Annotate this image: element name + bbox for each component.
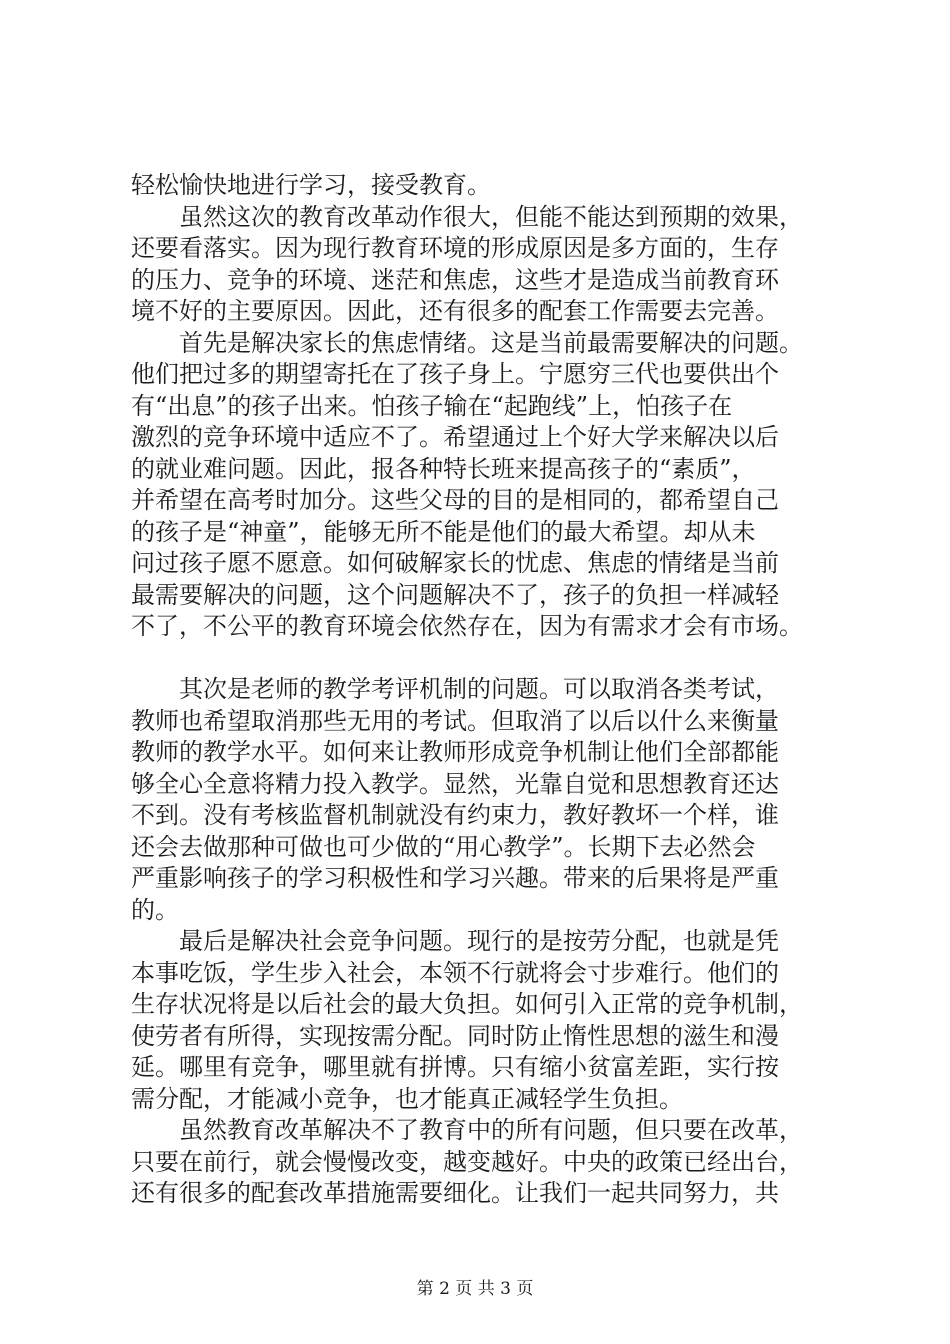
text-line: 严重影响孩子的学习积极性和学习兴趣。带来的后果将是严重 — [131, 864, 779, 892]
text-line: 需分配，才能减小竞争，也才能真正减轻学生负担。 — [131, 1084, 683, 1113]
text-line: 的。 — [131, 895, 179, 924]
text-line: 的就业难问题。因此，报各种特长班来提高孩子的“素质”， — [131, 454, 756, 483]
text-line: 最需要解决的问题，这个问题解决不了，孩子的负担一样减轻 — [131, 580, 779, 609]
text-line: 其次是老师的教学考评机制的问题。可以取消各类考试， — [131, 675, 779, 703]
text-line: 延。哪里有竞争，哪里就有拼博。只有缩小贫富差距，实行按 — [131, 1053, 779, 1081]
text-line: 使劳者有所得，实现按需分配。同时防止惰性思想的滋生和漫 — [131, 1021, 779, 1050]
text-line: 不到。没有考核监督机制就没有约束力，教好教坏一个样，谁 — [131, 801, 779, 829]
text-line: 还会去做那种可做也可少做的“用心教学”。长期下去必然会 — [131, 832, 756, 861]
text-line: 并希望在高考时加分。这些父母的目的是相同的，都希望自己 — [131, 486, 779, 514]
text-line: 只要在前行，就会慢慢改变，越变越好。中央的政策已经出台， — [131, 1147, 803, 1176]
text-line: 激烈的竞争环境中适应不了。希望通过上个好大学来解决以后 — [131, 423, 779, 451]
text-line: 生存状况将是以后社会的最大负担。如何引入正常的竞争机制， — [131, 990, 803, 1018]
text-line: 轻松愉快地进行学习，接受教育。 — [131, 171, 491, 199]
text-line: 本事吃饭，学生步入社会，本领不行就将会寸步难行。他们的 — [131, 958, 779, 987]
text-line: 的压力、竞争的环境、迷茫和焦虑，这些才是造成当前教育环 — [131, 265, 779, 294]
text-line: 够全心全意将精力投入教学。显然，光靠自觉和思想教育还达 — [131, 769, 779, 798]
text-line: 虽然教育改革解决不了教育中的所有问题，但只要在改革， — [131, 1116, 803, 1144]
text-line: 虽然这次的教育改革动作很大，但能不能达到预期的效果， — [131, 202, 803, 231]
text-line: 最后是解决社会竞争问题。现行的是按劳分配，也就是凭 — [131, 927, 779, 955]
page-number-footer: 第 2 页 共 3 页 — [416, 1279, 534, 1299]
text-line: 有“出息”的孩子出来。怕孩子输在“起跑线”上，怕孩子在 — [131, 391, 733, 420]
article-body — [131, 170, 831, 1210]
text-line: 教师也希望取消那些无用的考试。但取消了以后以什么来衡量 — [131, 706, 779, 735]
text-line: 境不好的主要原因。因此，还有很多的配套工作需要去完善。 — [131, 297, 779, 325]
text-line: 他们把过多的期望寄托在了孩子身上。宁愿穷三代也要供出个 — [131, 360, 779, 388]
text-line: 还有很多的配套改革措施需要细化。让我们一起共同努力，共 — [131, 1179, 779, 1207]
text-line: 问过孩子愿不愿意。如何破解家长的忧虑、焦虑的情绪是当前 — [131, 549, 779, 577]
text-line: 的孩子是“神童”，能够无所不能是他们的最大希望。却从未 — [131, 517, 756, 546]
text-line: 不了，不公平的教育环境会依然存在，因为有需求才会有市场。 — [131, 612, 803, 640]
blank-line — [131, 643, 831, 675]
text-line: 教师的教学水平。如何来让教师形成竞争机制让他们全部都能 — [131, 738, 779, 766]
text-line: 还要看落实。因为现行教育环境的形成原因是多方面的，生存 — [131, 234, 779, 262]
text-line: 首先是解决家长的焦虑情绪。这是当前最需要解决的问题。 — [131, 328, 803, 357]
